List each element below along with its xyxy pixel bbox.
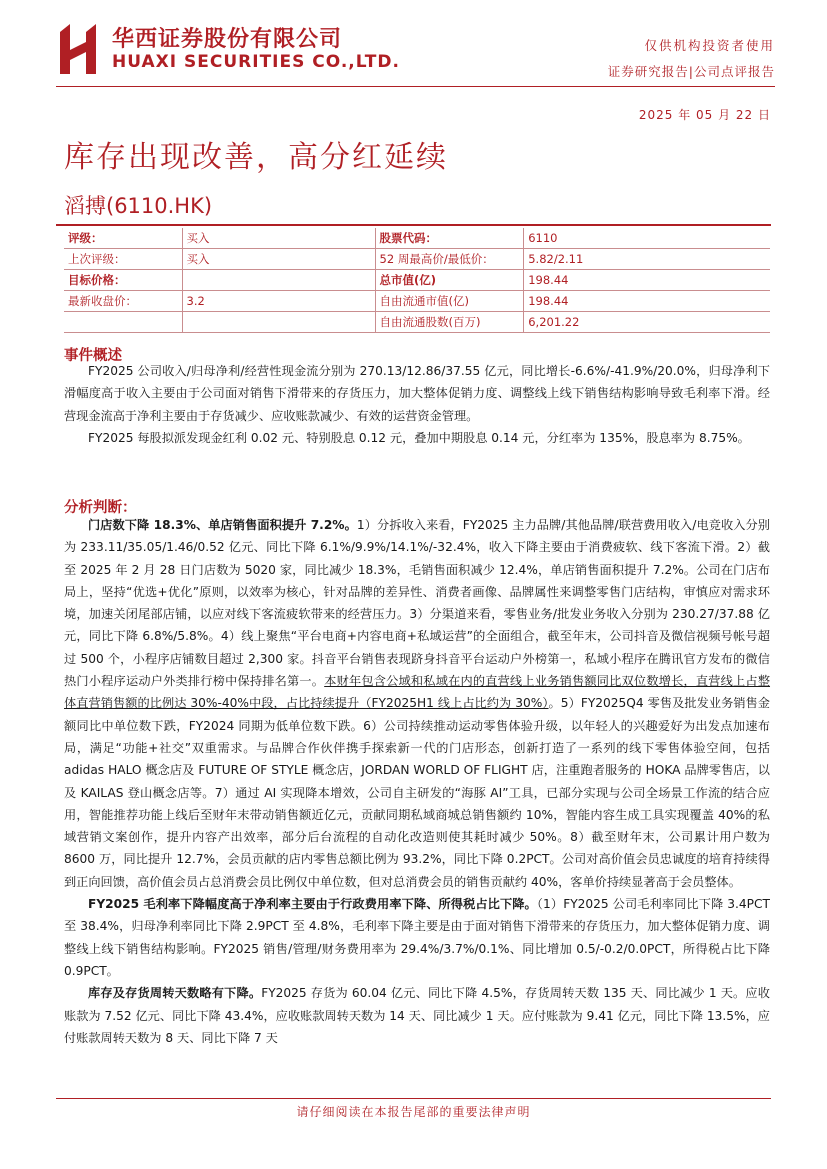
close-price-value: 3.2 — [182, 291, 375, 312]
analysis-p3-text: FY2025 存货为 60.04 亿元、同比下降 4.5%，存货周转天数 135 天、同比减少 1 天。应收账款为 7.52 亿元、同比下降 43.4%，应收账款周转天数为 14 天、同比减少 1 天。应付账款为 9.41 亿元，同比下降 13.5%，应付账款周转天数为 8 天、同比下降 7 天 — [64, 986, 770, 1045]
float-shares-label: 自由流通股数(百万) — [375, 312, 524, 333]
section-heading-overview: 事件概述 — [64, 348, 122, 364]
huaxi-logo-icon — [56, 22, 100, 74]
company-name-cn: 华西证券股份有限公司 — [112, 27, 343, 52]
analysis-p2-lead: FY2025 毛利率下降幅度高于净利率主要由于行政费用率下降、所得税占比下降。 — [88, 897, 537, 912]
high-low-label: 52 周最高价/最低价： — [375, 249, 524, 270]
stock-code-label: 股票代码： — [375, 228, 524, 249]
table-row — [64, 270, 770, 291]
prev-rating-value: 买入 — [182, 249, 375, 270]
company-name-en: HUAXI SECURITIES CO.,LTD. — [112, 52, 400, 72]
analysis-p1-text-a: 1）分拆收入来看，FY2025 主力品牌/其他品牌/联营费用收入/电竞收入分别为 233.11/35.05/1.46/0.52 亿元、同比下降 6.1%/9.9%/14.1%/-32.4%，收入下降主要由于消费疲软、线下客流下滑。2）截至 2025 年 2 月 28 日门店数为 5020 家，同比减少 18.3%，毛销售面积减少 12.4%，单店销售面积提升 7.2%。公司在门店布局上，坚持“优选+优化”原则，以效率为核心，针对品牌的差异性、消费者画像、品牌属性来调整零售门店结构，审慎应对需求环境，加速关闭尾部店铺，以应对线下客流疲软带来的经营压力。3）分渠道来看，零售业务/批发业务收入分别为 230.27/37.88 亿元，同比下降 6.8%/5.8%。4）线上聚焦“平台电商+内容电商+私域运营”的全面组合，截至年末，公司抖音及微信视频号帐号超过 500 个，小程序店铺数目超过 2,300 家。抖音平台销售表现跻身抖音平台运动户外榜第一，私域小程序在腾讯官方发布的微信热门小程序运动户外类排行榜中保持排名第一。 — [64, 518, 770, 689]
rating-value: 买入 — [182, 228, 375, 249]
overview-body — [64, 360, 770, 449]
high-low-value: 5.82/2.11 — [524, 249, 770, 270]
stock-code-value: 6110 — [524, 228, 770, 249]
analysis-p1-lead: 门店数下降 18.3%、单店销售面积提升 7.2%。 — [88, 518, 357, 532]
stock-divider — [56, 224, 771, 226]
analysis-paragraph-2 — [64, 893, 770, 982]
table-row — [64, 228, 770, 249]
float-cap-value: 198.44 — [524, 291, 770, 312]
header-divider — [56, 86, 775, 87]
float-cap-label: 自由流通市值(亿) — [375, 291, 524, 312]
float-shares-value: 6,201.22 — [524, 312, 770, 333]
target-price-value — [182, 270, 375, 291]
usage-notice: 仅供机构投资者使用 — [644, 38, 775, 53]
target-price-label: 目标价格： — [64, 270, 182, 291]
rating-label: 评级： — [64, 228, 182, 249]
analysis-paragraph-3 — [64, 982, 770, 1049]
empty-value — [182, 312, 375, 333]
analysis-p1-underlined: 本财年包含公域和私域在内的直营线上业务销售额同比双位数增长，直营线上占整体直营销售额的比例达 30%-40%中段，占比持续提升（FY2025H1 线上占比约为 30%） — [64, 674, 771, 711]
footer-disclaimer: 请仔细阅读在本报告尾部的重要法律声明 — [296, 1105, 531, 1119]
overview-paragraph-1: FY2025 公司收入/归母净利/经营性现金流分别为 270.13/12.86/37.55 亿元，同比增长-6.6%/-41.9%/20.0%，归母净利下滑幅度高于收入主要由于公司面对销售下滑带来的存货压力，加大整体促销力度、调整线上线下销售结构影响导致毛利率下滑。经营现金流高于净利主要由于存货减少、应收账款减少、有效的运营资金管理。 — [64, 364, 770, 423]
analysis-paragraph-1 — [64, 514, 770, 893]
table-row — [64, 312, 770, 333]
prev-rating-label: 上次评级： — [64, 249, 182, 270]
analysis-p1-text-b: 。5）FY2025Q4 零售及批发业务销售金额同比中单位数下跌，FY2024 同期为低单位数下跌。6）公司持续推动运动零售体验升级，以年轻人的兴趣爱好为出发点加速布局，满足“功能+社交”双重需求。与品牌合作伙伴携手探索新一代的门店形态，创新打造了一系列的线下零售体验空间，包括 adidas HALO 概念店及 FUTURE OF STYLE 概念店，JORDAN WORLD OF FLIGHT 店，注重跑者服务的 HOKA 品牌零售店，以及 KAILAS 登山概念店等。7）通过 AI 实现降本增效，公司自主研发的“海豚 AI”工具，已部分实现与公司全场景工作流的结合应用，智能推荐功能上线后至财年末带动销售额近亿元，贡献同期私域商城总销售额约 10%，智能内容生成工具实现覆盖 40%的私域营销文案创作，提升内容产出效率，部分后台流程的自动化改造则使其耗时减少 50%。8）截至财年末，公司累计用户数为 8600 万，同比提升 12.7%，会员贡献的店内零售总额比例为 93.2%，同比下降 0.2PCT。公司对高价值会员忠诚度的培育持续得到正向回馈，高价值会员占总消费会员比例仅中单位数，但对总消费会员的销售贡献约 40%，客单价持续显著高于会员整体。 — [64, 696, 770, 889]
market-cap-value: 198.44 — [524, 270, 770, 291]
footer-divider — [56, 1098, 771, 1099]
stock-name: 滔搏(6110.HK) — [64, 194, 213, 218]
stock-info-table — [64, 228, 770, 333]
table-row — [64, 249, 770, 270]
report-type: 证券研究报告|公司点评报告 — [607, 64, 775, 79]
report-title: 库存出现改善，高分红延续 — [64, 140, 448, 175]
empty-label — [64, 312, 182, 333]
market-cap-label: 总市值(亿) — [375, 270, 524, 291]
close-price-label: 最新收盘价： — [64, 291, 182, 312]
overview-paragraph-2: FY2025 每股拟派发现金红利 0.02 元、特别股息 0.12 元，叠加中期股息 0.14 元，分红率为 135%，股息率为 8.75%。 — [88, 430, 750, 445]
section-heading-analysis: 分析判断： — [64, 500, 137, 516]
report-date: 2025 年 05 月 22 日 — [638, 108, 771, 122]
analysis-p2-text: （1）FY2025 公司毛利率同比下降 3.4PCT 至 38.4%，归母净利率同比下降 2.9PCT 至 4.8%，毛利率下降主要是由于面对销售下滑带来的存货压力，加大整体促销力度、调整线上线下销售结构影响。FY2025 销售/管理/财务费用率为 29.4%/3.7%/0.1%、同比增加 0.5/-0.2/0.0PCT，所得税占比下降 0.9PCT。 — [64, 897, 770, 978]
table-row — [64, 291, 770, 312]
analysis-body — [64, 514, 770, 1049]
analysis-p3-lead: 库存及存货周转天数略有下降。 — [88, 986, 262, 1001]
